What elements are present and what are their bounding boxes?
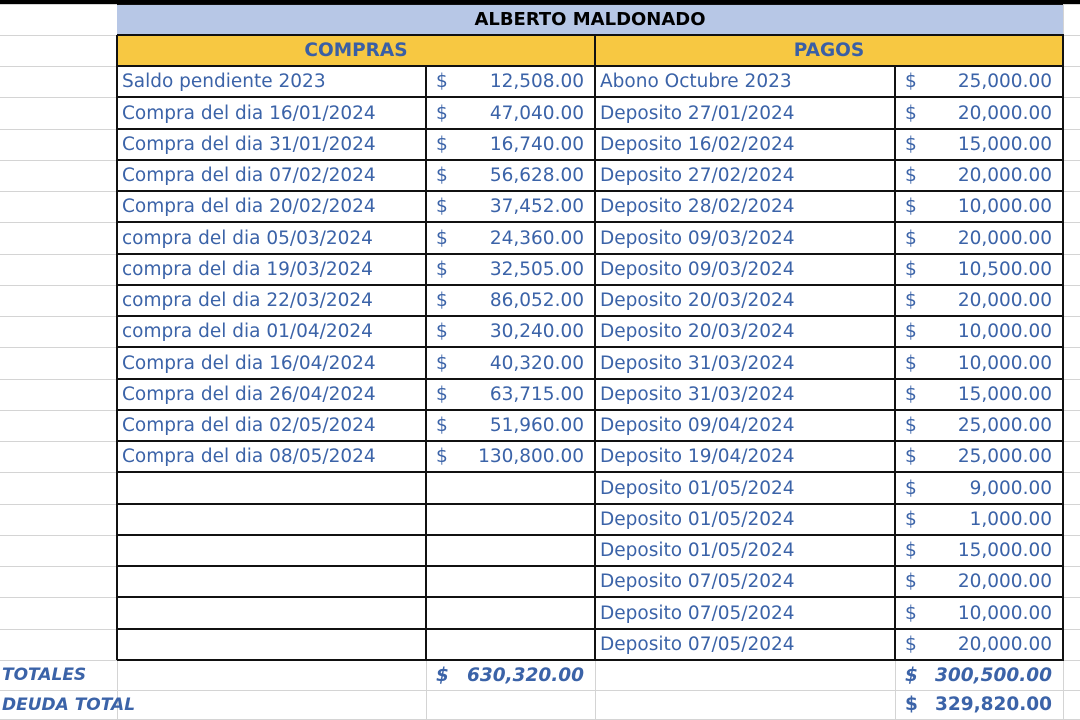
- pago-description[interactable]: Deposito 09/03/2024: [600, 227, 795, 249]
- pago-description[interactable]: Abono Octubre 2023: [600, 71, 792, 92]
- compra-currency[interactable]: $: [436, 415, 448, 436]
- pago-description[interactable]: Deposito 07/05/2024: [600, 571, 795, 592]
- pago-description[interactable]: Deposito 20/03/2024: [600, 321, 795, 342]
- compra-currency[interactable]: $: [436, 321, 448, 342]
- table-border-h: [117, 253, 1064, 255]
- pago-amount[interactable]: 25,000.00: [957, 71, 1052, 92]
- pago-amount[interactable]: 15,000.00: [957, 384, 1052, 405]
- table-border-h: [117, 315, 1064, 317]
- empty-cell[interactable]: [426, 597, 595, 629]
- pago-currency[interactable]: $: [905, 477, 917, 499]
- compra-amount[interactable]: 86,052.00: [489, 290, 584, 311]
- table-border-h: [117, 596, 1064, 598]
- totales-compras-amount[interactable]: 630,320.00: [466, 664, 584, 686]
- pago-currency[interactable]: $: [905, 446, 917, 467]
- table-border-h: [117, 628, 1064, 630]
- empty-cell[interactable]: [426, 566, 595, 597]
- compra-amount[interactable]: 47,040.00: [489, 102, 584, 124]
- pagos-header[interactable]: PAGOS: [595, 35, 1063, 66]
- table-border-h: [117, 565, 1064, 567]
- compra-amount[interactable]: 32,505.00: [489, 259, 584, 280]
- compra-amount[interactable]: 30,240.00: [489, 321, 584, 342]
- table-border-h: [117, 659, 1064, 661]
- totales-label[interactable]: TOTALES: [2, 665, 87, 685]
- title-cell[interactable]: ALBERTO MALDONADO: [117, 4, 1063, 35]
- table-border-h: [117, 534, 1064, 536]
- compra-amount[interactable]: 130,800.00: [478, 446, 584, 467]
- table-border-h: [117, 284, 1064, 286]
- pago-description[interactable]: Deposito 28/02/2024: [600, 196, 795, 217]
- pago-currency[interactable]: $: [905, 415, 917, 436]
- table-border-h: [117, 128, 1064, 130]
- table-border-v: [116, 35, 118, 660]
- pago-description[interactable]: Deposito 09/03/2024: [600, 259, 795, 280]
- compra-description[interactable]: Saldo pendiente 2023: [122, 71, 326, 92]
- table-border-h: [117, 409, 1064, 411]
- pago-amount[interactable]: 20,000.00: [957, 165, 1052, 186]
- table-border-h: [117, 159, 1064, 161]
- pago-description[interactable]: Deposito 31/03/2024: [600, 352, 795, 374]
- compra-amount[interactable]: 12,508.00: [489, 71, 584, 92]
- compra-description[interactable]: compra del dia 22/03/2024: [122, 290, 373, 311]
- compra-currency[interactable]: $: [436, 134, 448, 155]
- empty-cell[interactable]: [426, 472, 595, 504]
- deuda-total-currency[interactable]: $: [905, 694, 918, 715]
- compra-currency[interactable]: $: [436, 352, 448, 374]
- pago-currency[interactable]: $: [905, 290, 917, 311]
- table-border-v: [894, 66, 896, 660]
- compra-description[interactable]: Compra del dia 16/01/2024: [122, 102, 376, 124]
- totales-pagos-amount[interactable]: 300,500.00: [934, 664, 1052, 686]
- pago-currency[interactable]: $: [905, 384, 917, 405]
- compra-description[interactable]: compra del dia 19/03/2024: [122, 259, 373, 280]
- pago-amount[interactable]: 10,000.00: [957, 602, 1052, 624]
- compra-currency[interactable]: $: [436, 165, 448, 186]
- pago-amount[interactable]: 10,000.00: [957, 196, 1052, 217]
- pago-amount[interactable]: 25,000.00: [957, 415, 1052, 436]
- compra-currency[interactable]: $: [436, 446, 448, 467]
- pago-currency[interactable]: $: [905, 352, 917, 374]
- pago-amount[interactable]: 15,000.00: [957, 540, 1052, 561]
- empty-cell[interactable]: [426, 535, 595, 566]
- compra-description[interactable]: Compra del dia 16/04/2024: [122, 352, 376, 374]
- pago-amount[interactable]: 25,000.00: [957, 446, 1052, 467]
- pago-description[interactable]: Deposito 07/05/2024: [600, 634, 795, 655]
- pago-currency[interactable]: $: [905, 509, 917, 530]
- empty-cell[interactable]: [117, 472, 426, 504]
- compra-description[interactable]: compra del dia 01/04/2024: [122, 321, 373, 342]
- pago-currency[interactable]: $: [905, 321, 917, 342]
- pago-currency[interactable]: $: [905, 540, 917, 561]
- pago-amount[interactable]: 20,000.00: [957, 227, 1052, 249]
- totales-pagos-currency[interactable]: $: [905, 664, 918, 686]
- empty-cell[interactable]: [117, 566, 426, 597]
- empty-cell[interactable]: [426, 504, 595, 535]
- pago-currency[interactable]: $: [905, 196, 917, 217]
- compra-currency[interactable]: $: [436, 71, 448, 92]
- empty-cell[interactable]: [117, 535, 426, 566]
- pago-currency[interactable]: $: [905, 102, 917, 124]
- compra-currency[interactable]: $: [436, 290, 448, 311]
- table-border-h: [117, 346, 1064, 348]
- pago-currency[interactable]: $: [905, 602, 917, 624]
- compra-amount[interactable]: 40,320.00: [489, 352, 584, 374]
- pago-currency[interactable]: $: [905, 227, 917, 249]
- compra-description[interactable]: Compra del dia 08/05/2024: [122, 446, 376, 467]
- compra-amount[interactable]: 51,960.00: [489, 415, 584, 436]
- pago-amount[interactable]: 9,000.00: [969, 477, 1052, 499]
- compra-description[interactable]: Compra del dia 31/01/2024: [122, 134, 376, 155]
- pago-amount[interactable]: 20,000.00: [957, 571, 1052, 592]
- pago-currency[interactable]: $: [905, 571, 917, 592]
- table-border-h: [117, 471, 1064, 473]
- compra-amount[interactable]: 16,740.00: [489, 134, 584, 155]
- pago-amount[interactable]: 1,000.00: [969, 509, 1052, 530]
- table-border-h: [117, 34, 1064, 36]
- compras-header[interactable]: COMPRAS: [117, 35, 595, 66]
- pago-description[interactable]: Deposito 01/05/2024: [600, 509, 795, 530]
- pago-description[interactable]: Deposito 16/02/2024: [600, 134, 795, 155]
- table-border-h: [117, 190, 1064, 192]
- compra-amount[interactable]: 37,452.00: [489, 196, 584, 217]
- totales-compras-currency[interactable]: $: [436, 664, 449, 686]
- pago-currency[interactable]: $: [905, 134, 917, 155]
- compra-amount[interactable]: 63,715.00: [489, 384, 584, 405]
- table-border-v: [594, 35, 596, 660]
- table-border-v: [425, 66, 427, 660]
- pago-description[interactable]: Deposito 09/04/2024: [600, 415, 795, 436]
- pago-description[interactable]: Deposito 19/04/2024: [600, 446, 795, 467]
- pago-description[interactable]: Deposito 01/05/2024: [600, 540, 795, 561]
- compra-currency[interactable]: $: [436, 259, 448, 280]
- table-border-h: [117, 96, 1064, 98]
- table-border-h: [117, 65, 1064, 67]
- empty-cell[interactable]: [117, 504, 426, 535]
- pago-description[interactable]: Deposito 27/02/2024: [600, 165, 795, 186]
- table-border-h: [117, 503, 1064, 505]
- pago-amount[interactable]: 15,000.00: [957, 134, 1052, 155]
- pago-description[interactable]: Deposito 07/05/2024: [600, 602, 795, 624]
- pago-description[interactable]: Deposito 01/05/2024: [600, 477, 795, 499]
- empty-cell[interactable]: [426, 629, 595, 660]
- table-border-h: [117, 440, 1064, 442]
- pago-amount[interactable]: 20,000.00: [957, 290, 1052, 311]
- pago-currency[interactable]: $: [905, 634, 917, 655]
- table-border-h: [117, 378, 1064, 380]
- compra-currency[interactable]: $: [436, 196, 448, 217]
- compra-description[interactable]: Compra del dia 26/04/2024: [122, 384, 376, 405]
- pago-amount[interactable]: 10,000.00: [957, 321, 1052, 342]
- compra-amount[interactable]: 56,628.00: [489, 165, 584, 186]
- pago-currency[interactable]: $: [905, 71, 917, 92]
- pago-amount[interactable]: 10,500.00: [957, 259, 1052, 280]
- pago-amount[interactable]: 20,000.00: [957, 102, 1052, 124]
- title-border: [117, 4, 1063, 5]
- compra-currency[interactable]: $: [436, 102, 448, 124]
- pago-description[interactable]: Deposito 31/03/2024: [600, 384, 795, 405]
- compra-description[interactable]: Compra del dia 07/02/2024: [122, 165, 376, 186]
- deuda-total-amount[interactable]: 329,820.00: [934, 694, 1052, 715]
- table-border-v: [1062, 35, 1064, 660]
- empty-cell[interactable]: [117, 597, 426, 629]
- compra-amount[interactable]: 24,360.00: [489, 227, 584, 249]
- pago-description[interactable]: Deposito 20/03/2024: [600, 290, 795, 311]
- pago-currency[interactable]: $: [905, 259, 917, 280]
- compra-description[interactable]: Compra del dia 20/02/2024: [122, 196, 376, 217]
- compra-currency[interactable]: $: [436, 227, 448, 249]
- empty-cell[interactable]: [117, 629, 426, 660]
- deuda-total-label[interactable]: DEUDA TOTAL: [2, 694, 136, 715]
- pago-description[interactable]: Deposito 27/01/2024: [600, 102, 795, 124]
- pago-amount[interactable]: 10,000.00: [957, 352, 1052, 374]
- pago-currency[interactable]: $: [905, 165, 917, 186]
- compra-description[interactable]: compra del dia 05/03/2024: [122, 227, 373, 249]
- compra-currency[interactable]: $: [436, 384, 448, 405]
- table-border-h: [117, 221, 1064, 223]
- pago-amount[interactable]: 20,000.00: [957, 634, 1052, 655]
- compra-description[interactable]: Compra del dia 02/05/2024: [122, 415, 376, 436]
